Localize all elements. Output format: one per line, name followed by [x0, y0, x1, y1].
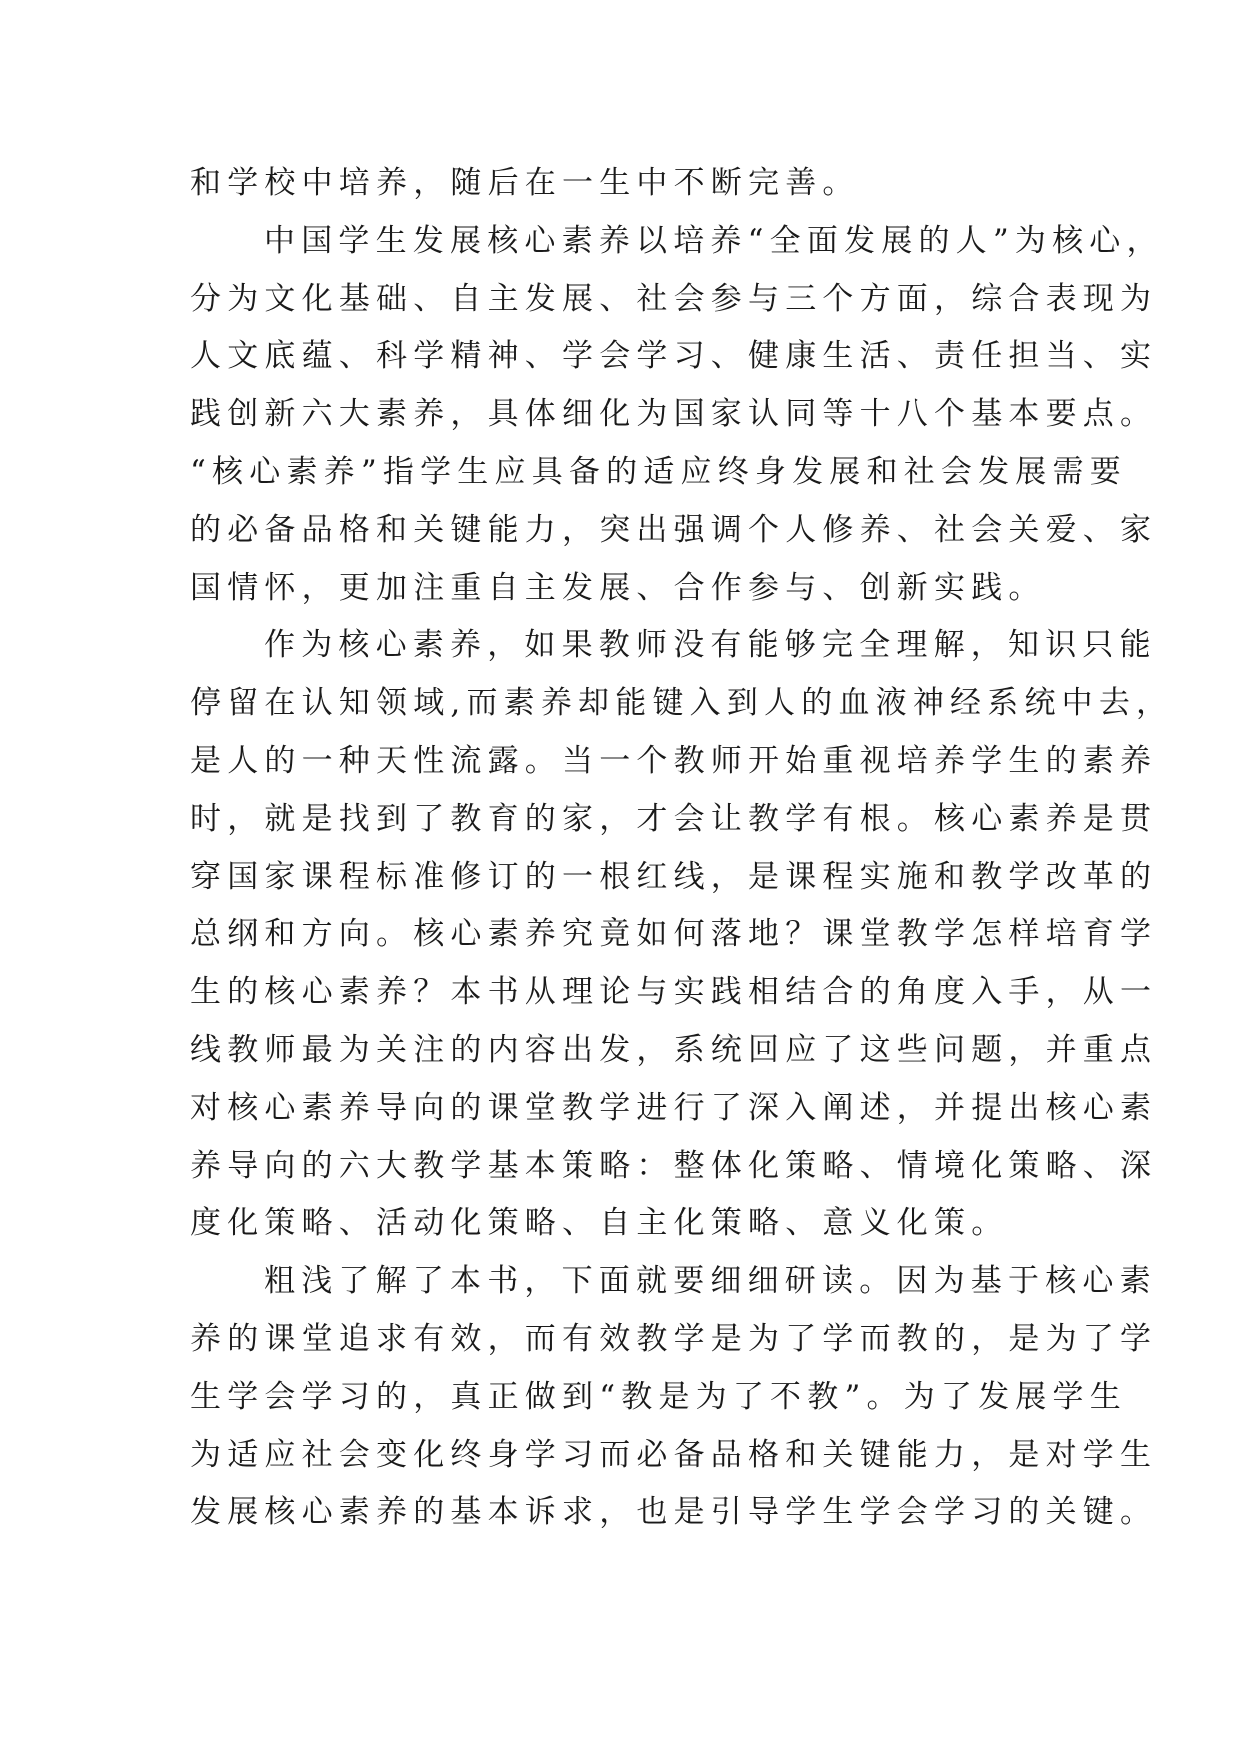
text-line: 穿国家课程标准修订的一根红线，是课程实施和教学改革的 — [190, 858, 1158, 895]
text-line: 的必备品格和关键能力，突出强调个人修养、社会关爱、家 — [190, 511, 1158, 548]
paragraph-start-line: 中国学生发展核心素养以培养“全面发展的人”为核心， — [264, 222, 1164, 259]
text-line: 养导向的六大教学基本策略：整体化策略、情境化策略、深 — [190, 1147, 1158, 1184]
text-line: 停留在认知领域,而素养却能键入到人的血液神经系统中去， — [190, 685, 1174, 722]
text-line: 对核心素养导向的课堂教学进行了深入阐述，并提出核心素 — [190, 1089, 1158, 1126]
text-line: “核心素养”指学生应具备的适应终身发展和社会发展需要 — [190, 453, 1127, 490]
text-line: 发展核心素养的基本诉求，也是引导学生学会学习的关键。 — [190, 1494, 1158, 1531]
text-line: 践创新六大素养，具体细化为国家认同等十八个基本要点。 — [190, 396, 1158, 433]
text-line: 是人的一种天性流露。当一个教师开始重视培养学生的素养 — [190, 742, 1158, 779]
text-line: 线教师最为关注的内容出发，系统回应了这些问题，并重点 — [190, 1031, 1158, 1068]
text-line: 生学会学习的，真正做到“教是为了不教”。为了发展学生 — [190, 1378, 1127, 1415]
paragraph-start-line: 作为核心素养，如果教师没有能够完全理解，知识只能 — [264, 627, 1157, 664]
text-line: 国情怀，更加注重自主发展、合作参与、创新实践。 — [190, 569, 1046, 606]
text-line: 和学校中培养，随后在一生中不断完善。 — [190, 165, 860, 201]
text-line: 总纲和方向。核心素养究竟如何落地？课堂教学怎样培育学 — [190, 916, 1158, 953]
text-line: 人文底蕴、科学精神、学会学习、健康生活、责任担当、实 — [190, 338, 1158, 375]
text-line: 度化策略、活动化策略、自主化策略、意义化策。 — [190, 1205, 1009, 1242]
text-line: 为适应社会变化终身学习而必备品格和关键能力，是对学生 — [190, 1436, 1158, 1473]
text-line: 分为文化基础、自主发展、社会参与三个方面，综合表现为 — [190, 280, 1158, 317]
text-line: 生的核心素养？本书从理论与实践相结合的角度入手，从一 — [190, 974, 1158, 1011]
paragraph-start-line: 粗浅了解了本书，下面就要细细研读。因为基于核心素 — [264, 1263, 1157, 1300]
text-line: 时，就是找到了教育的家，才会让教学有根。核心素养是贯 — [190, 800, 1158, 837]
text-line: 养的课堂追求有效，而有效教学是为了学而教的，是为了学 — [190, 1320, 1158, 1357]
body-text — [190, 155, 1174, 1542]
